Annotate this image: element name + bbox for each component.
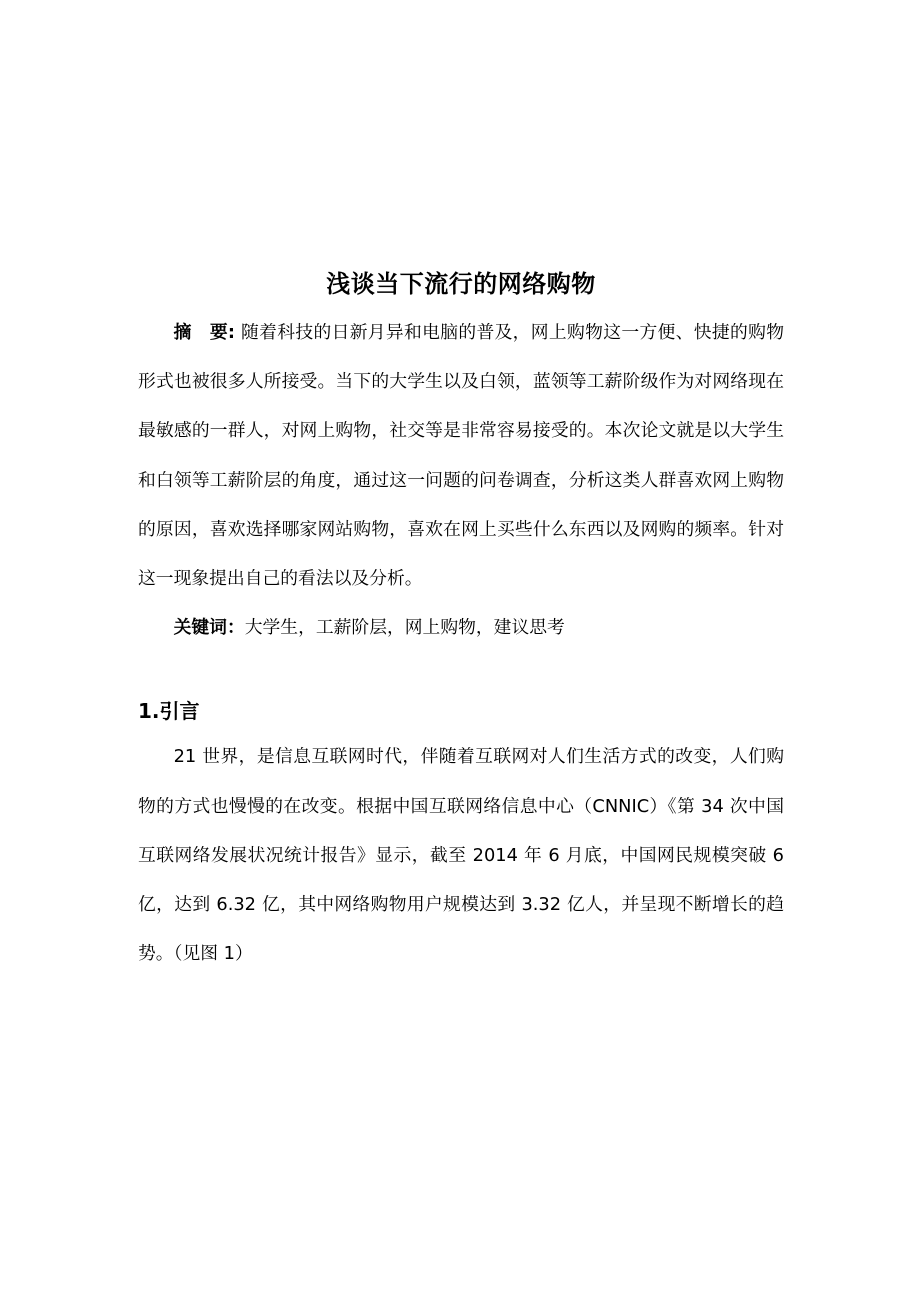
keywords-text: 大学生，工薪阶层，网上购物，建议思考 (244, 617, 565, 639)
document-body (138, 262, 784, 978)
abstract-label: 摘 要: (173, 322, 236, 343)
keywords-paragraph (138, 603, 784, 652)
introduction-paragraph: 21 世界，是信息互联网时代，伴随着互联网对人们生活方式的改变，人们购物的方式也慢慢的在改变。根据中国互联网络信息中心（CNNIC）《第 34 次中国互联网络发展状况统计报告》显示，截至 2014 年 6 月底，中国网民规模突破 6 亿，达到 6.32 亿，其中网络购物用户规模达到 3.32 亿人，并呈现不断增长的趋势。（见图 1） (138, 746, 784, 965)
keywords-label: 关键词： (173, 617, 245, 639)
section-heading-introduction: 1.引言 (138, 699, 200, 724)
page-title: 浅谈当下流行的网络购物 (326, 270, 596, 298)
abstract-text: 随着科技的日新月异和电脑的普及，网上购物这一方便、快捷的购物形式也被很多人所接受。当下的大学生以及白领，蓝领等工薪阶级作为对网络现在最敏感的一群人，对网上购物，社交等是非常容易接受的。本次论文就是以大学生和白领等工薪阶层的角度，通过这一问题的问卷调查，分析这类人群喜欢网上购物的原因，喜欢选择哪家网站购物，喜欢在网上买些什么东西以及网购的频率。针对这一现象提出自己的看法以及分析。 (138, 322, 784, 590)
abstract-paragraph (138, 308, 784, 603)
